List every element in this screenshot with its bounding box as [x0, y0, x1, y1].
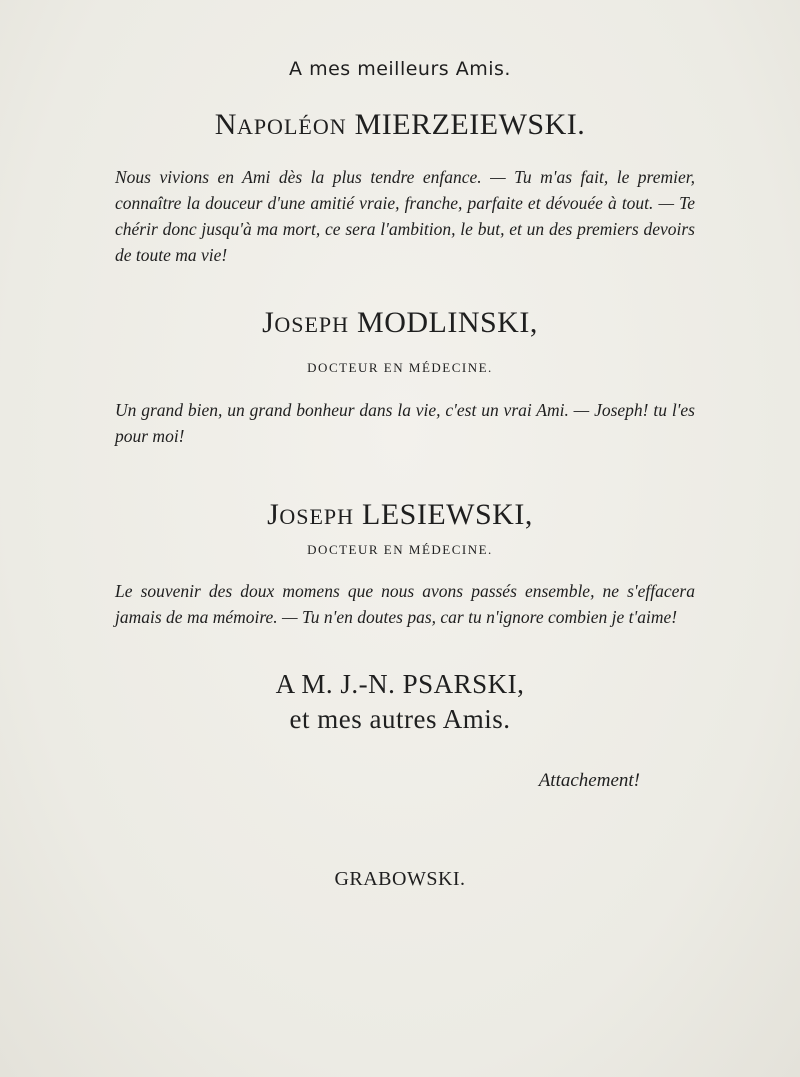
section-1-surname: MIERZEIEWSKI.: [354, 108, 586, 141]
section-2-surname: MODLINSKI,: [357, 306, 538, 339]
sentiment: Attachement!: [538, 770, 640, 791]
signature: GRABOWSKI.: [334, 868, 466, 890]
section-2-initial: J: [262, 306, 275, 339]
section-3-surname: LESIEWSKI,: [362, 498, 533, 531]
section-1-name: [0, 108, 800, 142]
section-1-text: Nous vivions en Ami dès la plus tendre enfance. — Tu m'as fait, le premier, connaître la douceur d'une amitié vraie, franche, parfaite et dévouée à tout. — Te chérir donc jusqu'à ma mort, ce sera l'ambition, le but, et un des premiers devoirs de toute ma vie!: [115, 167, 695, 265]
section-2-text: Un grand bien, un grand bonheur dans la vie, c'est un vrai Ami. — Joseph! tu l'es pour moi!: [115, 400, 695, 446]
section-3-name: [0, 498, 800, 532]
section-2-title: DOCTEUR EN MÉDECINE.: [307, 360, 493, 375]
section-3-first-name: OSEPH: [279, 504, 355, 529]
final-line-2: et mes autres Amis.: [289, 704, 511, 734]
section-1-initial: N: [214, 108, 237, 141]
section-3-initial: J: [267, 498, 280, 531]
section-2-first-name: OSEPH: [274, 312, 350, 337]
section-1-first-name: APOLÉON: [236, 114, 347, 139]
section-2-name: [0, 306, 800, 340]
dedication-heading: A mes meilleurs Amis.: [289, 58, 511, 80]
section-3-text: Le souvenir des doux momens que nous avons passés ensemble, ne s'effacera jamais de ma mémoire. — Tu n'en doutes pas, car tu n'ignore combien je t'aime!: [115, 581, 695, 627]
final-line-1: A M. J.-N. PSARSKI,: [275, 669, 525, 699]
section-3-title: DOCTEUR EN MÉDECINE.: [307, 542, 493, 557]
